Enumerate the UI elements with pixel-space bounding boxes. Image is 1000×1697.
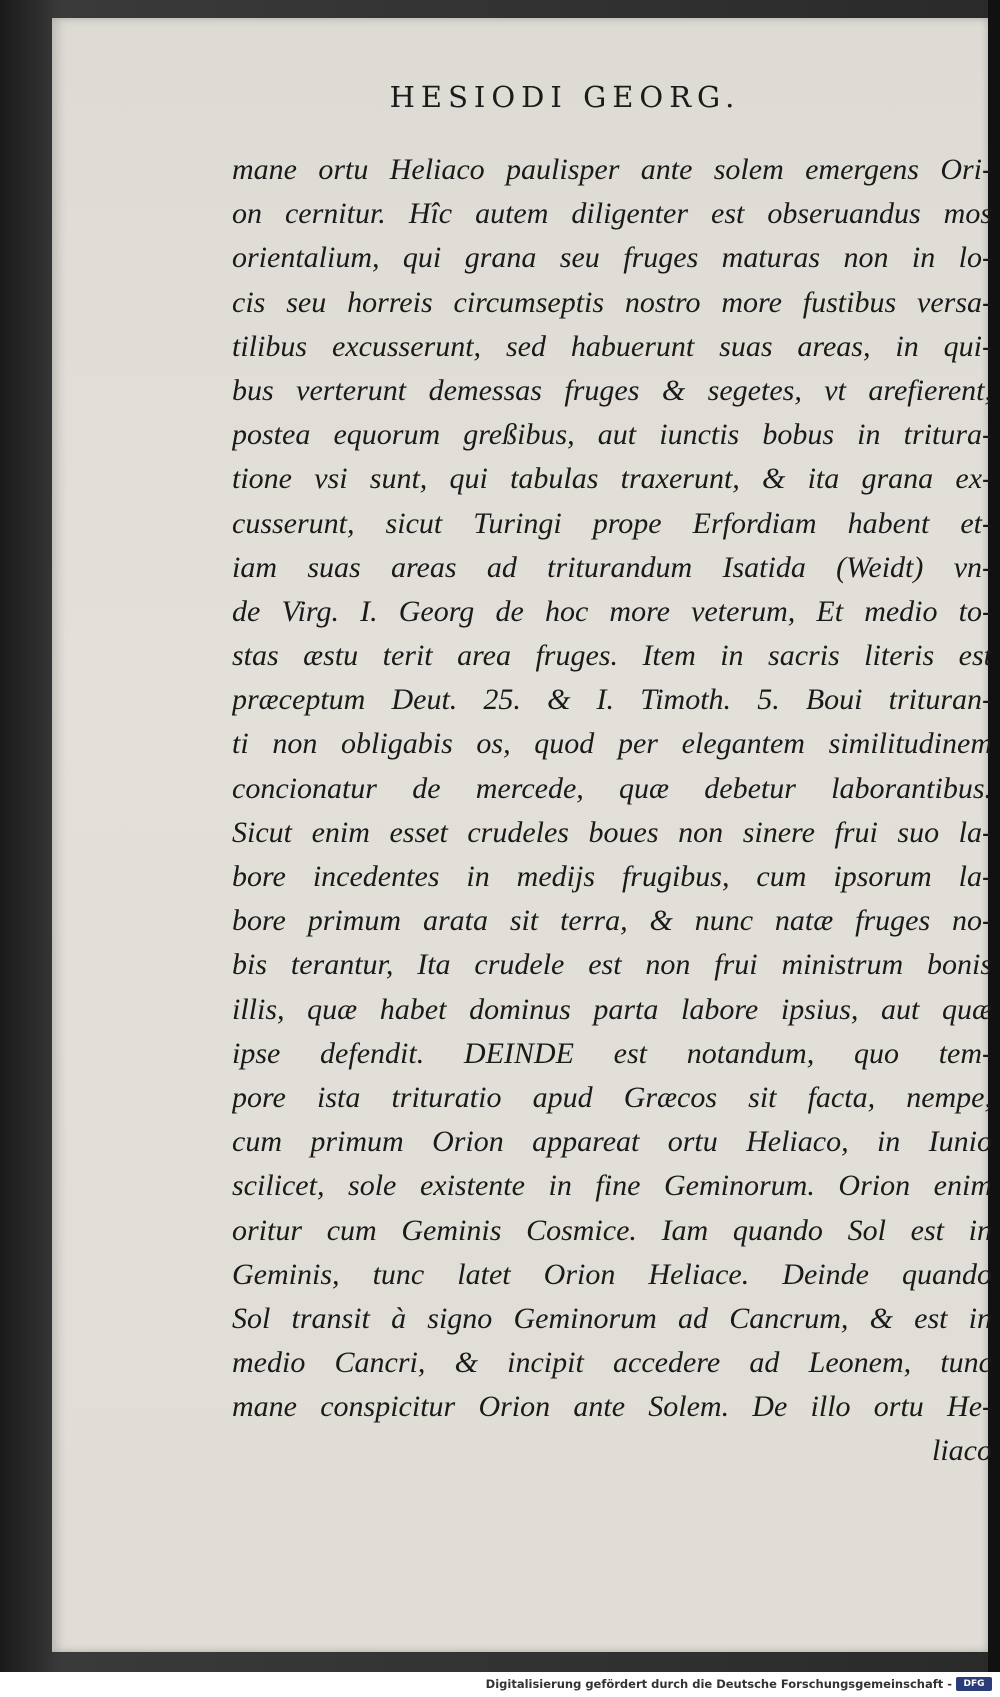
book-page: [52, 18, 992, 1652]
text-line: bis terantur, Ita crudele est non frui ministrum bonis: [232, 948, 992, 982]
text-line: pore ista trituratio apud Græcos sit facta, nempe,: [232, 1080, 992, 1114]
text-line: cum primum Orion appareat ortu Heliaco, in Iunio: [232, 1125, 992, 1159]
text-line: de Virg. I. Georg de hoc more veterum, Et medio to-: [232, 594, 992, 628]
text-line: bore primum arata sit terra, & nunc natæ fruges no-: [232, 904, 992, 938]
text-line: liaco: [932, 1434, 992, 1468]
running-head: HESIODI GEORG.: [389, 80, 741, 114]
text-line: cis seu horreis circumseptis nostro more fustibus versa-: [232, 285, 992, 319]
funding-credit: Digitalisierung gefördert durch die Deutsche Forschungsgemeinschaft -: [485, 1677, 952, 1691]
text-line: Sicut enim esset crudeles boues non sinere frui suo la-: [232, 815, 992, 849]
text-line: postea equorum greßibus, aut iunctis bobus in tritura-: [232, 418, 992, 452]
text-line: stas æstu terit area fruges. Item in sacris literis est: [232, 639, 992, 673]
text-line: orientalium, qui grana seu fruges maturas non in lo-: [232, 241, 992, 275]
text-line: tione vsi sunt, qui tabulas traxerunt, & ita grana ex-: [232, 462, 992, 496]
text-line: iam suas areas ad triturandum Isatida (Weidt) vn-: [232, 550, 992, 584]
text-line: Sol transit à signo Geminorum ad Cancrum, & est in: [232, 1301, 992, 1335]
text-line: cusserunt, sicut Turingi prope Erfordiam habent et-: [232, 506, 992, 540]
dfg-logo: DFG: [956, 1677, 992, 1691]
text-line: mane conspicitur Orion ante Solem. De illo ortu He-: [232, 1390, 992, 1424]
text-line: tilibus excusserunt, sed habuerunt suas areas, in qui-: [232, 329, 992, 363]
text-line: præceptum Deut. 25. & I. Timoth. 5. Boui trituran-: [232, 683, 992, 717]
text-line: oritur cum Geminis Cosmice. Iam quando Sol est in: [232, 1213, 992, 1247]
text-line: illis, quæ habet dominus parta labore ipsius, aut quæ: [232, 992, 992, 1026]
footer-bar: [0, 1672, 1000, 1697]
text-line: bore incedentes in medijs frugibus, cum ipsorum la-: [232, 860, 992, 893]
text-line: scilicet, sole existente in fine Geminorum. Orion enim: [232, 1169, 992, 1203]
text-line: ti non obligabis os, quod per elegantem similitudinem: [232, 727, 992, 761]
text-line: Geminis, tunc latet Orion Heliace. Deinde quando: [232, 1257, 992, 1291]
text-line: on cernitur. Hîc autem diligenter est obseruandus mos: [232, 197, 992, 231]
text-line: medio Cancri, & incipit accedere ad Leonem, tunc: [232, 1346, 992, 1380]
text-line: mane ortu Heliaco paulisper ante solem emergens Ori-: [232, 153, 992, 186]
text-line: ipse defendit. DEINDE est notandum, quo tem-: [232, 1036, 992, 1070]
body-text: [232, 148, 992, 1474]
text-line: bus verterunt demessas fruges & segetes, vt arefierent,: [232, 373, 992, 407]
text-line: concionatur de mercede, quæ debetur laborantibus.: [232, 771, 992, 805]
